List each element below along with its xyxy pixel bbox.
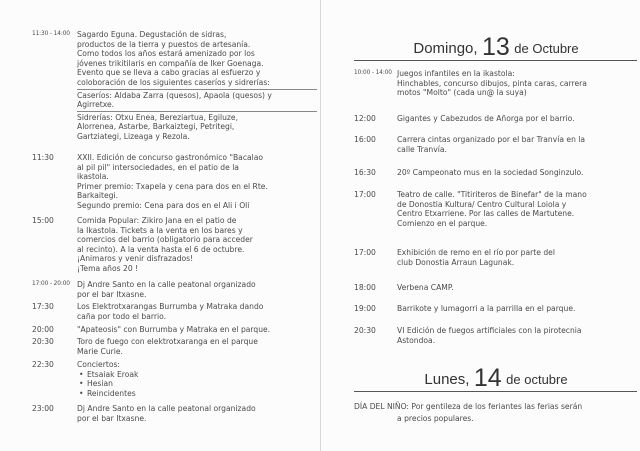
- text-line: Sagardo Eguna. Degustación de sidras,: [77, 30, 227, 39]
- event-time: 20:00: [32, 325, 54, 334]
- text-line: Teatro de calle. "Titiriteros de Binefar" de la mano: [397, 190, 587, 199]
- event-description: [397, 114, 637, 124]
- text-line: Dj Andre Santo en la calle peatonal organizado: [77, 280, 256, 289]
- text-line: Como todos los años estará amenizado por los: [77, 49, 255, 59]
- header-rule: [354, 60, 637, 61]
- text-line: Alorrenea, Astarbe, Barkaiztegi, Petritegi,: [77, 122, 235, 132]
- text-line: Toro de fuego con elektrotxaranga en el parque: [77, 337, 258, 346]
- event-time: 10:00 - 14:00: [354, 70, 392, 76]
- event-description: [397, 190, 637, 228]
- text-line: por el bar Itxasne.: [77, 289, 147, 299]
- text-line: Hinchables, concurso dibujos, pinta caras, carrera: [397, 78, 587, 88]
- divider: [77, 89, 317, 90]
- day-month: de octubre: [506, 372, 568, 387]
- day-number: 14: [473, 364, 502, 392]
- text-line: Exhibición de remo en el río por parte del: [397, 248, 555, 257]
- text-line: al recinto). A la venta hasta el 6 de octubre.: [77, 244, 245, 254]
- text-line: Verbena CAMP.: [397, 283, 454, 292]
- event-description: [397, 248, 637, 267]
- event-time: 20:30: [32, 337, 54, 346]
- event-description: [77, 216, 313, 274]
- event-description: [397, 304, 637, 314]
- text-line: Dj Andre Santo en la calle peatonal organizado: [77, 404, 256, 413]
- event-time: 17:30: [32, 302, 54, 311]
- text-line: Evento que se lleva a cabo gracias al esfuerzo y: [77, 68, 261, 78]
- text-line: XXII. Edición de concurso gastronómico "Bacalao: [77, 153, 264, 162]
- text-line: VI Edición de fuegos artificiales con la pirotecnia: [397, 326, 582, 335]
- text-line: Gigantes y Cabezudos de Añorga por el barrio.: [397, 114, 575, 123]
- text-line: comercios del barrio (obligatorio para acceder: [77, 235, 253, 245]
- list-item: • Reincidentes: [77, 389, 313, 399]
- event-time: 11:30 - 14:00: [32, 31, 70, 37]
- event-description: [77, 360, 313, 398]
- day-name: Lunes,: [424, 371, 470, 388]
- divider: [77, 111, 317, 112]
- event-description: [397, 69, 637, 98]
- day-name: Domingo,: [413, 40, 478, 57]
- day-number: 13: [482, 33, 510, 61]
- text-line: Conciertos:: [77, 360, 120, 369]
- day-month: de Octubre: [514, 41, 579, 56]
- text-line: club Donostia Arraun Lagunak.: [397, 257, 515, 267]
- event-time: 17:00 - 20:00: [32, 281, 70, 287]
- text-line: la Ikastola. Tickets a la venta en los bares y: [77, 225, 243, 235]
- text-line: Comienzo en el parque.: [397, 218, 488, 228]
- event-time: 16:30: [354, 168, 376, 177]
- text-line: Astondoa.: [397, 335, 436, 345]
- day-header-monday: [381, 364, 611, 393]
- text-line: Barkaitegi.: [77, 191, 119, 201]
- event-description: [77, 153, 313, 211]
- text-line: Comida Popular: Zikiro Jana en el patio de: [77, 216, 237, 225]
- text-line: de Donostia Kultura/ Centro Cultural Loiola y: [397, 199, 567, 209]
- concert-list: [77, 370, 313, 399]
- dia-del-nino-text: [354, 401, 637, 425]
- text-line: Juegos infantiles en la ikastola:: [397, 69, 515, 78]
- header-rule: [354, 391, 637, 392]
- event-description: [397, 168, 637, 178]
- text-line: Los Elektrotxarangas Burrumba y Matraka dando: [77, 302, 264, 311]
- text-line: Sidrerías: Otxu Enea, Bereziartua, Egiluze,: [77, 112, 239, 122]
- text-line: jóvenes trikitilaris en compañía de Iker Goenaga.: [77, 58, 264, 68]
- text-line: motos "Molto" (cada un@ la suya): [397, 88, 527, 98]
- text-line: 20º Campeonato mus en la sociedad Songinzulo.: [397, 168, 584, 177]
- text-line: por el bar Itxasne.: [77, 413, 147, 423]
- text-line: Segundo premio: Cena para dos en el Ali i Oli: [77, 200, 250, 210]
- event-time: 22:30: [32, 360, 54, 369]
- event-description: [77, 404, 313, 423]
- text-line: DÍA DEL NIÑO: Por gentileza de los feriantes las ferias serán: [354, 402, 583, 411]
- text-line: ikastola.: [77, 172, 109, 182]
- event-description: [77, 302, 313, 321]
- text-line: "Apateosis" con Burrumba y Matraka en el parque.: [77, 325, 271, 334]
- event-description: [397, 326, 637, 345]
- event-time: 15:00: [32, 216, 54, 225]
- day-header-sunday: [381, 33, 611, 62]
- text-line: Primer premio: Txapela y cena para dos en el Rte.: [77, 181, 268, 191]
- text-line: Carrera cintas organizado por el bar Tranvía en la: [397, 135, 586, 144]
- event-description: [397, 283, 637, 293]
- text-line: Marie Curie.: [77, 346, 123, 356]
- text-line: Caseríos: Aldaba Zarra (quesos), Apaola (quesos) y: [77, 90, 272, 100]
- event-description: [77, 325, 313, 335]
- event-time: 12:00: [354, 114, 376, 123]
- event-time: 16:00: [354, 135, 376, 144]
- event-time: 18:00: [354, 283, 376, 292]
- event-description: [77, 280, 313, 299]
- list-item: • Hesian: [77, 379, 313, 389]
- text-line: Agirretxe.: [77, 100, 115, 110]
- text-line: al pil pil" intersociedades, en el patio de la: [77, 162, 239, 172]
- event-time: 17:00: [354, 248, 376, 257]
- text-line: calle Tranvía.: [397, 144, 447, 154]
- text-line: a precios populares.: [397, 414, 474, 423]
- text-line: ¡Tema años 20 !: [77, 263, 139, 273]
- event-time: 17:00: [354, 190, 376, 199]
- text-line: caña por todo el barrio.: [77, 311, 167, 321]
- event-description: [397, 135, 637, 154]
- text-line: Gartziategi, Lizeaga y Rezola.: [77, 131, 190, 141]
- text-line: productos de la tierra y puestos de artesanía.: [77, 39, 251, 49]
- event-time: 20:30: [354, 326, 376, 335]
- event-time: 11:30: [32, 153, 54, 162]
- right-page: [321, 0, 640, 451]
- list-item: • Etsaiak Eroak: [77, 370, 313, 380]
- text-line: ¡Animaros y venir disfrazados!: [77, 254, 194, 264]
- text-line: Centro Etxarriene. Por las calles de Martutene.: [397, 209, 575, 219]
- event-time: 19:00: [354, 304, 376, 313]
- text-line: coloboración de los siguientes caseríos y sidrerías:: [77, 77, 270, 87]
- event-description: [77, 30, 313, 142]
- event-time: 23:00: [32, 404, 54, 413]
- event-description: [77, 337, 313, 356]
- text-line: Barrikote y lumagorri a la parrilla en el parque.: [397, 304, 576, 313]
